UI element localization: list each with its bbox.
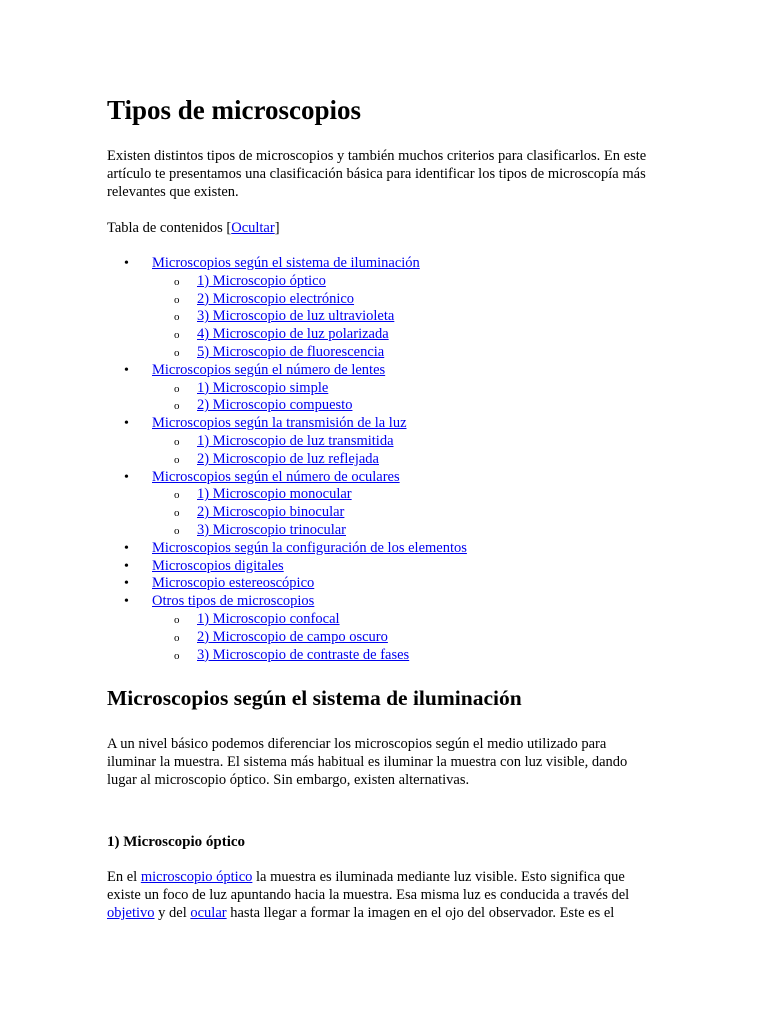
toc-item: [107, 255, 652, 362]
toc-subitem: [107, 629, 652, 647]
ocular-link[interactable]: ocular: [190, 905, 227, 922]
toc-item: [107, 415, 652, 468]
toc-sublink[interactable]: 3) Microscopio trinocular: [197, 521, 346, 538]
toc-sublink[interactable]: 5) Microscopio de fluorescencia: [197, 343, 385, 360]
text-run: la muestra es iluminada mediante luz visible. Esto significa que existe un foco de luz apuntando hacia la muestra. Esa misma luz es conducida a través del: [107, 869, 630, 904]
toc-sublink[interactable]: 1) Microscopio monocular: [197, 486, 352, 503]
toc-link[interactable]: Microscopios según el sistema de iluminación: [152, 255, 420, 271]
toc-sublist: [152, 380, 652, 416]
toc-subitem: [107, 326, 652, 344]
toc-sublink[interactable]: 2) Microscopio binocular: [197, 504, 345, 521]
toc-subitem: [107, 380, 652, 398]
toc-sublink[interactable]: 4) Microscopio de luz polarizada: [197, 326, 389, 343]
toc-link[interactable]: Microscopios según el número de lentes: [152, 361, 386, 378]
toc-item: [107, 469, 652, 540]
toc-sublink[interactable]: 1) Microscopio simple: [197, 379, 329, 396]
toc-sublink[interactable]: 1) Microscopio óptico: [197, 272, 326, 289]
microscopio-optico-link[interactable]: microscopio óptico: [140, 869, 253, 886]
toc-subitem: [107, 647, 652, 665]
toc-subitem: [107, 308, 652, 326]
toc-subitem: [107, 522, 652, 540]
toc-item: [107, 593, 652, 664]
toc-item: [107, 540, 652, 558]
toc-sublink[interactable]: 3) Microscopio de contraste de fases: [197, 646, 410, 663]
toc-link[interactable]: Otros tipos de microscopios: [152, 593, 315, 610]
text-run: En el: [107, 869, 141, 886]
subsection-text: [107, 868, 652, 922]
subsection-heading: 1) Microscopio óptico: [107, 834, 246, 851]
text-run: hasta llegar a formar la imagen en el ojo del observador. Este es el: [226, 905, 615, 922]
toc-sublink[interactable]: 2) Microscopio compuesto: [197, 397, 353, 414]
toc-toggle-link[interactable]: Ocultar: [231, 220, 275, 236]
toc-subitem: [107, 273, 652, 291]
table-of-contents: [107, 255, 652, 664]
toc-label-close: ]: [274, 220, 280, 236]
toc-link[interactable]: Microscopio estereoscópico: [152, 575, 315, 592]
article-title: Tipos de microscopios: [107, 95, 362, 125]
toc-subitem: [107, 504, 652, 522]
toc-subitem: [107, 486, 652, 504]
toc-link[interactable]: Microscopios según la configuración de los elementos: [152, 539, 467, 556]
section-heading: Microscopios según el sistema de iluminación: [107, 686, 522, 711]
toc-sublink[interactable]: 2) Microscopio electrónico: [197, 290, 355, 307]
toc-subitem: [107, 611, 652, 629]
toc-sublist: [152, 486, 652, 539]
toc-sublink[interactable]: 2) Microscopio de campo oscuro: [197, 628, 388, 645]
toc-sublink[interactable]: 1) Microscopio confocal: [197, 610, 340, 627]
toc-sublist: [152, 273, 652, 362]
toc-item: [107, 575, 652, 593]
toc-sublink[interactable]: 3) Microscopio de luz ultravioleta: [197, 308, 395, 325]
toc-item: [107, 558, 652, 576]
article-intro: Existen distintos tipos de microscopios y también muchos criterios para clasificarlos. En este artículo te presentamos una clasificación básica para identificar los tipos de microscopía más relevantes que existen.: [107, 148, 647, 200]
toc-item: [107, 362, 652, 415]
toc-subitem: [107, 344, 652, 362]
objetivo-link[interactable]: objetivo: [107, 905, 155, 922]
toc-sublist: [152, 433, 652, 469]
section-intro: A un nivel básico podemos diferenciar los microscopios según el medio utilizado para iluminar la muestra. El sistema más habitual es iluminar la muestra con luz visible, dando lugar al microscopio óptico. Sin embargo, existen alternativas.: [107, 736, 628, 789]
toc-link[interactable]: Microscopios digitales: [152, 557, 284, 574]
toc-heading: [107, 219, 652, 237]
toc-subitem: [107, 397, 652, 415]
toc-sublink[interactable]: 1) Microscopio de luz transmitida: [197, 432, 394, 449]
toc-subitem: [107, 433, 652, 451]
toc-sublink[interactable]: 2) Microscopio de luz reflejada: [197, 450, 379, 467]
toc-label: Tabla de contenidos [: [107, 220, 232, 236]
toc-subitem: [107, 451, 652, 469]
text-run: y del: [154, 905, 191, 922]
article-content: [107, 94, 652, 922]
toc-sublist: [152, 611, 652, 664]
toc-link[interactable]: Microscopios según el número de oculares: [152, 468, 400, 485]
toc-subitem: [107, 291, 652, 309]
toc-link[interactable]: Microscopios según la transmisión de la luz: [152, 415, 407, 432]
